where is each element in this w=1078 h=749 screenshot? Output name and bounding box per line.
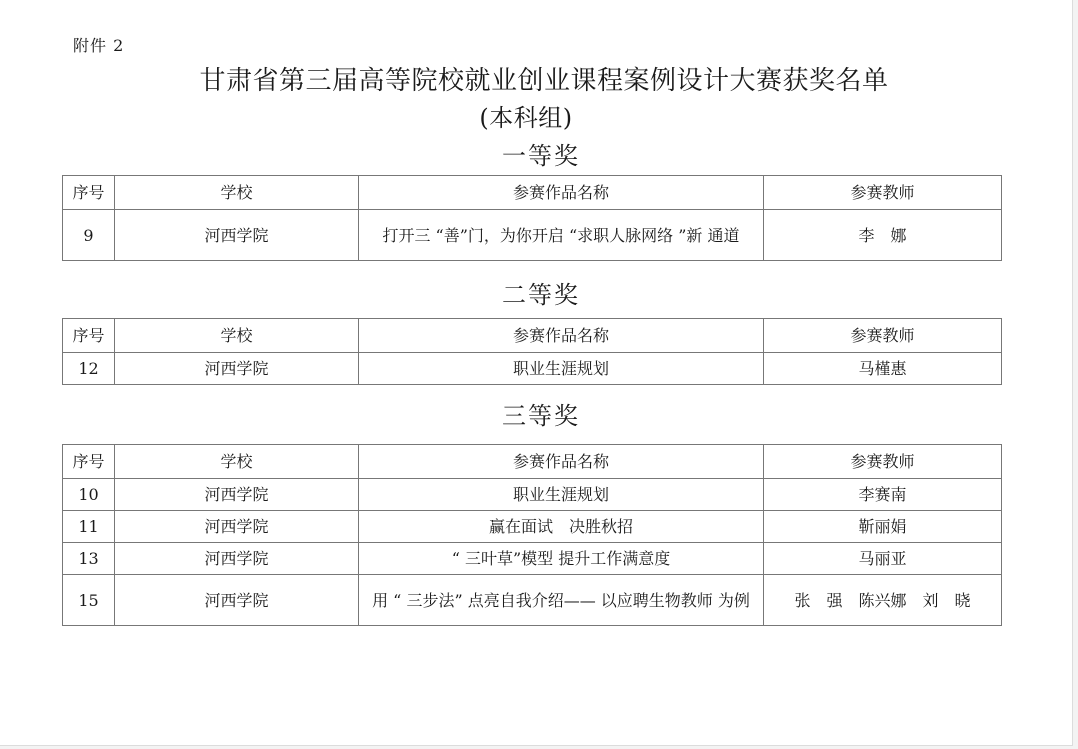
second-prize-table: [62, 318, 1002, 385]
column-header-school: 学校: [115, 445, 359, 479]
cell-teacher: 靳丽娟: [764, 511, 1002, 543]
column-header-school: 学校: [115, 319, 359, 353]
table-row: [63, 575, 1002, 626]
cell-work: 赢在面试 决胜秋招: [359, 511, 764, 543]
cell-school: 河西学院: [115, 543, 359, 575]
table-row: [63, 210, 1002, 261]
cell-work: 打开三 “善”门，为你开启 “求职人脉网络 ”新 通道: [359, 210, 764, 261]
table-header-row: [63, 445, 1002, 479]
cell-work: 职业生涯规划: [359, 479, 764, 511]
first-prize-table: [62, 175, 1002, 261]
table-row: [63, 353, 1002, 385]
cell-work: 职业生涯规划: [359, 353, 764, 385]
column-header-teacher: 参赛教师: [764, 176, 1002, 210]
table-row: [63, 511, 1002, 543]
table-header-row: [63, 319, 1002, 353]
table-row: [63, 479, 1002, 511]
cell-teacher: 马丽亚: [764, 543, 1002, 575]
document-title: 甘肃省第三届高等院校就业创业课程案例设计大赛获奖名单: [199, 66, 889, 96]
cell-index: 13: [63, 543, 115, 575]
table-row: [63, 543, 1002, 575]
column-header-index: 序号: [63, 445, 115, 479]
column-header-work: 参赛作品名称: [359, 445, 764, 479]
third-prize-heading: 三等奖: [502, 402, 580, 430]
column-header-teacher: 参赛教师: [764, 445, 1002, 479]
cell-work: “ 三叶草”模型 提升工作满意度: [359, 543, 764, 575]
cell-school: 河西学院: [115, 511, 359, 543]
column-header-index: 序号: [63, 319, 115, 353]
cell-index: 10: [63, 479, 115, 511]
third-prize-table: [62, 444, 1002, 626]
attachment-label: 附件 2: [73, 36, 125, 55]
column-header-work: 参赛作品名称: [359, 319, 764, 353]
column-header-index: 序号: [63, 176, 115, 210]
cell-school: 河西学院: [115, 575, 359, 626]
cell-index: 11: [63, 511, 115, 543]
cell-school: 河西学院: [115, 210, 359, 261]
cell-teacher: 李赛南: [764, 479, 1002, 511]
cell-teacher: 马槿惠: [764, 353, 1002, 385]
cell-index: 12: [63, 353, 115, 385]
cell-index: 15: [63, 575, 115, 626]
document-subtitle: (本科组): [479, 104, 573, 132]
cell-teacher: 张 强 陈兴娜 刘 晓: [764, 575, 1002, 626]
second-prize-heading: 二等奖: [502, 281, 580, 309]
cell-work: 用 “ 三步法” 点亮自我介绍—— 以应聘生物教师 为例: [359, 575, 764, 626]
first-prize-heading: 一等奖: [502, 142, 580, 170]
cell-teacher: 李 娜: [764, 210, 1002, 261]
column-header-school: 学校: [115, 176, 359, 210]
column-header-teacher: 参赛教师: [764, 319, 1002, 353]
cell-school: 河西学院: [115, 479, 359, 511]
cell-index: 9: [63, 210, 115, 261]
column-header-work: 参赛作品名称: [359, 176, 764, 210]
table-header-row: [63, 176, 1002, 210]
cell-school: 河西学院: [115, 353, 359, 385]
